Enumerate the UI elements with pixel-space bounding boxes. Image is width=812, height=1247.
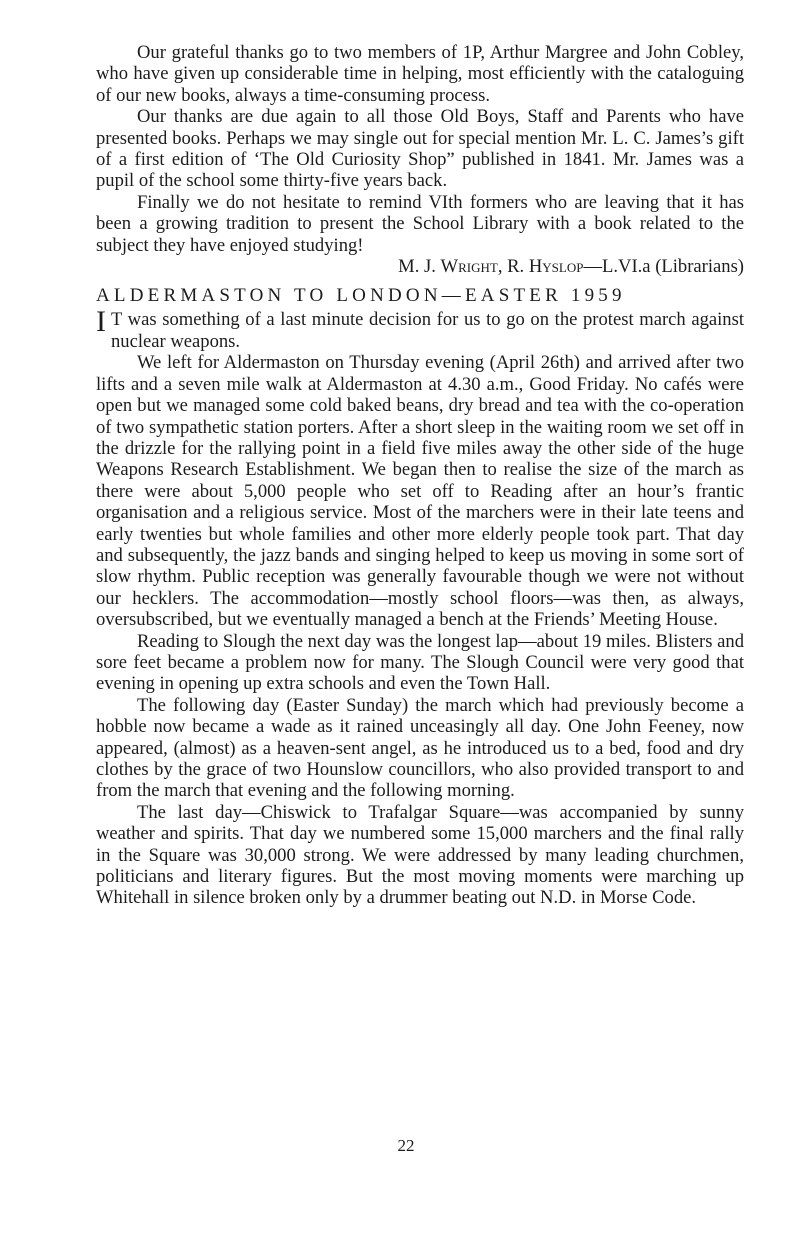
article-paragraph-1-text: T was something of a last minute decision for us to go on the protest march against nuclear weapons. bbox=[111, 309, 744, 352]
signature-name-wright: Wright bbox=[440, 256, 498, 278]
library-paragraph-3: Finally we do not hesitate to remind VIth formers who are leaving that it has been a growing tradition to present the School Library with a book related to the subject they have enjoyed studying! bbox=[96, 191, 744, 256]
signature-middle: , R. bbox=[497, 256, 529, 278]
signature-prefix: M. J. bbox=[398, 256, 441, 278]
article-paragraph-2: We left for Aldermaston on Thursday evening (April 26th) and arrived after two lifts and a seven mile walk at Aldermaston at 4.30 a.m., Good Friday. No cafés were open but we managed some cold baked beans, dry bread and tea with the co-operation of two sympathetic station porters. After a short sleep in the waiting room we set off in the drizzle for the rallying point in a field five miles away the other side of the huge Weapons Research Establishment. We began then to realise the size of the march as there were about 5,000 people who set off to Reading after an hour’s frantic organisation and a religious service. Most of the marchers were in their late teens and early twenties but whole families and other more elderly people took part. That day and subsequently, the jazz bands and singing helped to keep us moving in some sort of slow rhythm. Public reception was generally favourable though we were not without our hecklers. The accommodation—mostly school floors—was then, as always, oversubscribed, but we eventually managed a bench at the Friends’ Meeting House. bbox=[96, 352, 744, 631]
signature-name-hyslop: Hyslop bbox=[528, 256, 584, 278]
drop-cap: I bbox=[96, 305, 106, 339]
signature-suffix: —L.VI.a (Librarians) bbox=[583, 256, 744, 278]
library-paragraph-1: Our grateful thanks go to two members of 1P, Arthur Margree and John Cobley, who have given up considerable time in helping, most efficiently with the cataloguing of our new books, always a time-consuming process. bbox=[96, 42, 744, 106]
article-paragraph-5: The last day—Chiswick to Trafalgar Square—was accompanied by sunny weather and spirits. That day we numbered some 15,000 marchers and the final rally in the Square was 30,000 strong. We were addressed by many leading churchmen, politicians and literary figures. But the most moving moments were marching up Whitehall in silence broken only by a drummer beating out N.D. in Morse Code. bbox=[96, 801, 744, 909]
article-paragraph-4: The following day (Easter Sunday) the march which had previously become a hobble now became a wade as it rained unceasingly all day. One John Feeney, now appeared, (almost) as a heaven-sent angel, as he introduced us to a bed, food and dry clothes by the grace of two Hounslow councillors, who also provided transport to and from the march that evening and the following morning. bbox=[96, 694, 744, 802]
aldermaston-article bbox=[96, 284, 744, 908]
article-paragraph-3: Reading to Slough the next day was the longest lap—about 19 miles. Blisters and sore feet became a problem now for many. The Slough Council were very good that evening in opening up extra schools and even the Town Hall. bbox=[96, 630, 744, 695]
library-paragraph-2: Our thanks are due again to all those Old Boys, Staff and Parents who have presented books. Perhaps we may single out for special mention Mr. L. C. James’s gift of a first edition of ‘The Old Curiosity Shop” published in 1841. Mr. James was a pupil of the school some thirty-five years back. bbox=[96, 106, 744, 192]
article-heading: ALDERMASTON TO LONDON—EASTER 1959 bbox=[96, 285, 626, 307]
page-number: 22 bbox=[397, 1136, 415, 1155]
library-report bbox=[96, 42, 744, 277]
article-paragraph-1 bbox=[96, 305, 744, 352]
librarians-signature bbox=[96, 256, 744, 277]
